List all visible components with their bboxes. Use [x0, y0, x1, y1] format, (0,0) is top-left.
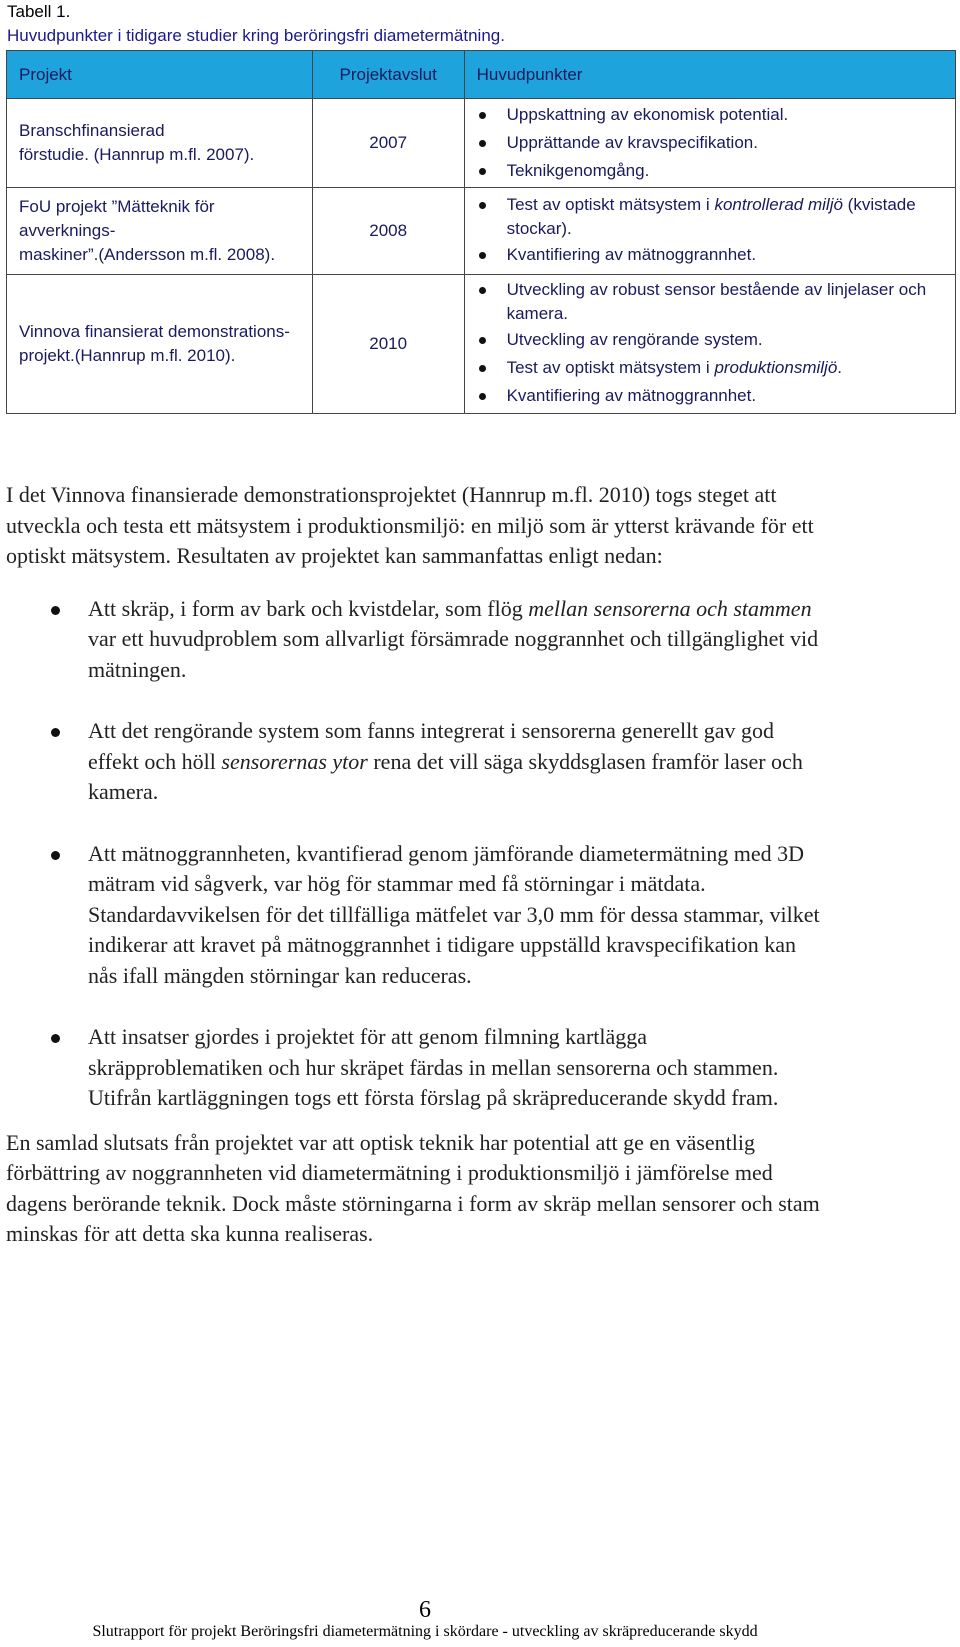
caption-title: Huvudpunkter i tidigare studier kring beröringsfri diametermätning. [7, 26, 505, 45]
point-item: Kvantifiering av mätnoggrannhet. [465, 241, 947, 269]
project-name-line: projekt.(Hannrup m.fl. 2010). [19, 346, 236, 365]
project-name-line: Branschfinansierad [19, 121, 165, 140]
point-item: Teknikgenomgång. [465, 157, 947, 185]
bullet-icon [51, 606, 60, 615]
point-item: Utveckling av robust sensor bestående av linjelaser och kamera. [465, 278, 947, 326]
bullet-icon [479, 365, 486, 372]
bullet-icon [51, 728, 60, 737]
point-item: Uppskattning av ekonomisk potential. [465, 101, 947, 129]
table-row-2007 [7, 99, 956, 188]
year-cell: 2007 [312, 99, 464, 188]
points-cell [464, 188, 955, 275]
result-item: Att insatser gjordes i projektet för att genom filmning kartlägga skräpproblematiken och hur skräpet färdas in mellan sensorerna och stammen. Utifrån kartläggningen togs ett första förslag på skräpreducerande skydd fram. [6, 1022, 826, 1114]
bullet-icon [51, 851, 60, 860]
bullet-icon [479, 168, 486, 175]
bullet-icon [479, 202, 486, 209]
body-text [6, 480, 826, 1250]
table-header-row [7, 51, 956, 99]
bullet-icon [479, 287, 486, 294]
header-projektavslut: Projektavslut [312, 51, 464, 99]
bullet-icon [479, 393, 486, 400]
year-cell: 2008 [312, 188, 464, 275]
year-cell: 2010 [312, 275, 464, 414]
table-caption [7, 0, 505, 48]
bullet-icon [51, 1034, 60, 1043]
point-item: Upprättande av kravspecifikation. [465, 129, 947, 157]
header-projekt: Projekt [7, 51, 313, 99]
table-row-2008 [7, 188, 956, 275]
page-number: 6 [419, 1597, 431, 1623]
header-huvudpunkter: Huvudpunkter [464, 51, 955, 99]
point-item: Test av optiskt mätsystem i kontrollerad miljö (kvistade stockar). [465, 193, 947, 241]
project-name-line: Vinnova finansierat demonstrations- [19, 322, 290, 341]
caption-label: Tabell 1. [7, 2, 71, 21]
result-item: Att skräp, i form av bark och kvistdelar, som flög mellan sensorerna och stammen var ett huvudproblem som allvarligt försämrade noggrannhet och tillgänglighet vid mätningen. [6, 594, 826, 686]
bullet-icon [479, 252, 486, 259]
result-item: Att det rengörande system som fanns integrerat i sensorerna generellt gav god effekt och höll sensorernas ytor rena det vill säga skyddsglasen framför laser och kamera. [6, 716, 826, 808]
summary-table [6, 50, 956, 414]
project-cell [7, 275, 313, 414]
project-name-line: maskiner”.(Andersson m.fl. 2008). [19, 245, 276, 264]
point-item: Kvantifiering av mätnoggrannhet. [465, 382, 947, 410]
results-list [6, 594, 826, 1114]
page-footer: Slutrapport för projekt Beröringsfri diametermätning i skördare - utveckling av skräpreducerande skydd [92, 1623, 758, 1640]
point-item: Utveckling av rengörande system. [465, 326, 947, 354]
project-name-line: FoU projekt ”Mätteknik för avverknings- [19, 197, 215, 240]
points-cell [464, 99, 955, 188]
bullet-icon [479, 337, 486, 344]
bullet-icon [479, 140, 486, 147]
table-row-2010 [7, 275, 956, 414]
intro-paragraph: I det Vinnova finansierade demonstrationsprojektet (Hannrup m.fl. 2010) togs steget att utveckla och testa ett mätsystem i produktionsmiljö: en miljö som är ytterst krävande för ett optiskt mätsystem. Resultaten av projektet kan sammanfattas enligt nedan: [6, 482, 814, 568]
project-cell [7, 188, 313, 275]
bullet-icon [479, 112, 486, 119]
points-cell [464, 275, 955, 414]
project-name-line: förstudie. (Hannrup m.fl. 2007). [19, 145, 255, 164]
point-item: Test av optiskt mätsystem i produktionsmiljö. [465, 354, 947, 382]
project-cell [7, 99, 313, 188]
conclusion-paragraph: En samlad slutsats från projektet var att optisk teknik har potential att ge en väsentlig förbättring av noggrannheten vid diametermätning i produktionsmiljö i jämförelse med dagens berörande teknik. Dock måste störningarna i form av skräp mellan sensorer och stam minskas för att detta ska kunna realiseras. [6, 1129, 820, 1246]
result-item: Att mätnoggrannheten, kvantifierad genom jämförande diametermätning med 3D mätram vid sågverk, var hög för stammar med få störningar i mätdata. Standardavvikelsen för det tillfälliga mätfelet var 3,0 mm för dessa stammar, vilket indikerar att kravet på mätnoggrannhet i tidigare uppställd kravspecifikation kan nås ifall mängden störningar kan reduceras. [6, 839, 826, 992]
